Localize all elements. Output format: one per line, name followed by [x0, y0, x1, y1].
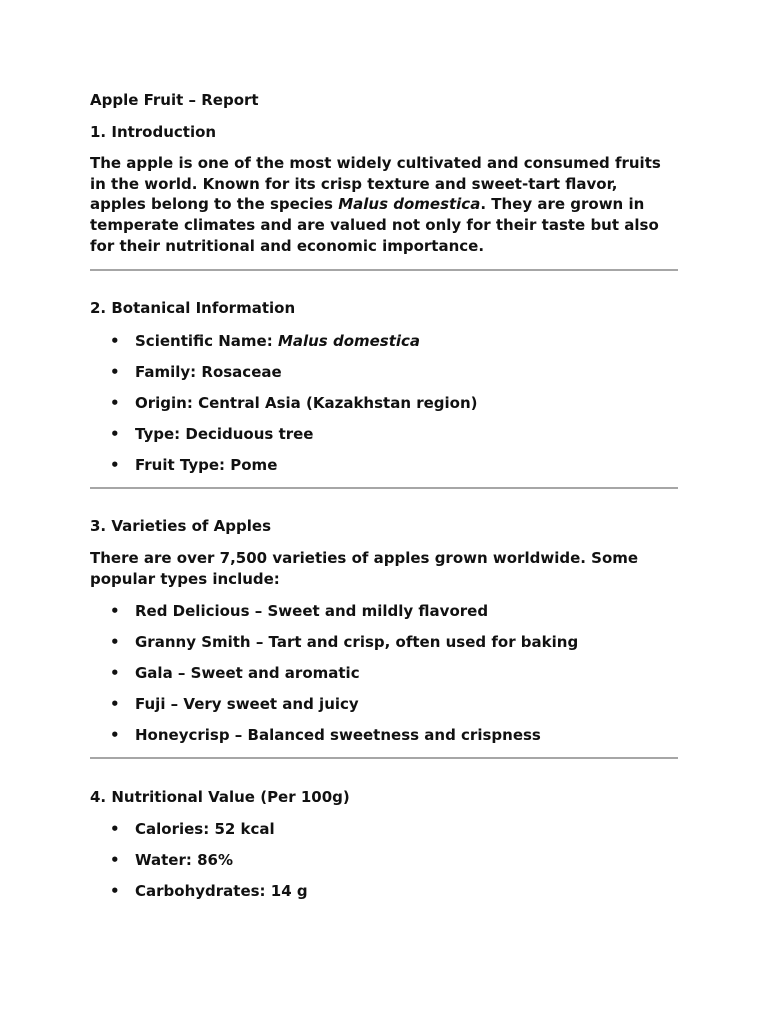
list-item-text — [135, 331, 420, 352]
list-item — [90, 850, 678, 871]
section-heading-botanical: 2. Botanical Information — [90, 299, 296, 317]
list-item-text: Family: Rosaceae — [135, 363, 282, 381]
list-item-text: Honeycrisp – Balanced sweetness and crispness — [135, 726, 541, 744]
intro-species-name: Malus domestica — [338, 195, 481, 214]
list-item — [90, 694, 678, 715]
list-item — [90, 663, 678, 684]
list-item — [90, 725, 678, 746]
list-item — [90, 331, 678, 352]
bullet-icon: • — [110, 882, 120, 900]
bullet-icon: • — [110, 456, 120, 474]
scientific-name-value: Malus domestica — [277, 332, 421, 350]
bullet-icon: • — [110, 633, 120, 651]
list-item-text: Water: 86% — [135, 851, 233, 869]
list-item — [90, 362, 678, 383]
section-divider — [90, 757, 678, 759]
list-item — [90, 424, 678, 445]
list-item-text: Gala – Sweet and aromatic — [135, 664, 360, 682]
bullet-icon: • — [110, 695, 120, 713]
bullet-icon: • — [110, 363, 120, 381]
bullet-icon: • — [110, 820, 120, 838]
list-item — [90, 601, 678, 622]
bullet-icon: • — [110, 726, 120, 744]
section-heading-introduction: 1. Introduction — [90, 123, 217, 141]
section-heading-varieties: 3. Varieties of Apples — [90, 517, 271, 535]
list-item — [90, 819, 678, 840]
scientific-name-label: Scientific Name: — [135, 332, 278, 350]
list-item — [90, 632, 678, 653]
bullet-icon: • — [110, 425, 120, 443]
list-item-text: Origin: Central Asia (Kazakhstan region) — [135, 394, 478, 412]
list-item-text: Type: Deciduous tree — [135, 425, 314, 443]
list-item-text: Fuji – Very sweet and juicy — [135, 695, 359, 713]
section-heading-nutrition: 4. Nutritional Value (Per 100g) — [90, 788, 350, 806]
varieties-intro-paragraph: There are over 7,500 varieties of apples grown worldwide. Some popular types include: — [90, 549, 639, 588]
bullet-icon: • — [110, 332, 120, 350]
intro-text-after: . They are grown in temperate climates and are valued not only for their taste but also for their nutritional and economic importance. — [90, 195, 659, 255]
bullet-icon: • — [110, 602, 120, 620]
bullet-icon: • — [110, 851, 120, 869]
section-divider — [90, 487, 678, 489]
list-item-text: Fruit Type: Pome — [135, 456, 278, 474]
introduction-paragraph — [90, 153, 678, 257]
list-item-text: Carbohydrates: 14 g — [135, 882, 308, 900]
document-title: Apple Fruit – Report — [90, 91, 259, 109]
list-item-text: Red Delicious – Sweet and mildly flavored — [135, 602, 489, 620]
list-item-text: Calories: 52 kcal — [135, 820, 275, 838]
bullet-icon: • — [110, 664, 120, 682]
bullet-icon: • — [110, 394, 120, 412]
list-item-text: Granny Smith – Tart and crisp, often used for baking — [135, 633, 579, 651]
list-item — [90, 455, 678, 476]
list-item — [90, 393, 678, 414]
section-divider — [90, 269, 678, 271]
list-item — [90, 881, 678, 902]
intro-text-before: The apple is one of the most widely cultivated and consumed fruits in the world. Known for its crisp texture and sweet-tart flavor, apples belong to the species — [90, 154, 661, 214]
